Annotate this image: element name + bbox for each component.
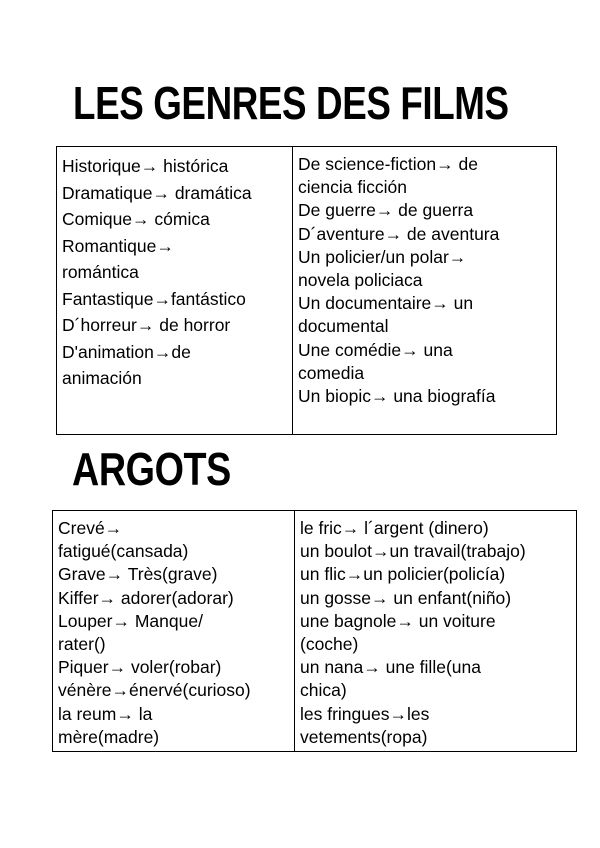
argot-line: vénère→énervé(curioso) <box>58 680 251 701</box>
argot-line: les fringues→les <box>300 703 430 724</box>
genre-line: documental <box>298 316 389 337</box>
genre-line: Un policier/un polar→ <box>298 246 467 267</box>
argot-line: rater() <box>58 634 106 655</box>
argot-line: vetements(ropa) <box>300 726 428 747</box>
argot-line: mère(madre) <box>58 726 160 747</box>
film-genres-table <box>56 146 557 435</box>
genre-line: Comique→ cómica <box>62 209 210 229</box>
film-genres-row <box>57 147 557 435</box>
genre-line: Un documentaire→ un <box>298 293 474 314</box>
title-film-genres: LES GENRES DES FILMS <box>73 77 509 129</box>
argot-line: fatigué(cansada) <box>58 541 189 562</box>
argot-line: Piquer→ voler(robar) <box>58 657 222 678</box>
genre-line: Un biopic→ una biografía <box>298 386 496 407</box>
argot-line: chica) <box>300 680 347 701</box>
argots-right-column <box>295 511 577 752</box>
genre-line: Romantique→ <box>62 235 174 256</box>
argot-line: Kiffer→ adorer(adorar) <box>58 587 234 608</box>
argot-line: un boulot→un travail(trabajo) <box>300 541 526 562</box>
genre-line: ciencia ficción <box>298 177 407 198</box>
genre-line: Fantastique→fantástico <box>62 288 246 309</box>
argot-line: une bagnole→ un voiture <box>300 610 496 631</box>
genre-line: De guerre→ de guerra <box>298 200 474 221</box>
genre-line: D´horreur→ de horror <box>62 315 231 335</box>
argot-line: un flic→un policier(policía) <box>300 564 506 585</box>
argots-row <box>53 511 577 752</box>
title-argots: ARGOTS <box>72 443 231 495</box>
argot-line: un gosse→ un enfant(niño) <box>300 587 512 608</box>
argot-line: Louper→ Manque/ <box>58 610 203 631</box>
genre-line: D´aventure→ de aventura <box>298 223 500 244</box>
argots-table <box>52 510 577 752</box>
genre-line: novela policiaca <box>298 270 423 291</box>
genre-line: Une comédie→ una <box>298 339 453 360</box>
argot-line: un nana→ une fille(una <box>300 657 481 678</box>
genre-line: romántica <box>62 262 139 282</box>
argot-line: la reum→ la <box>58 703 153 724</box>
genre-line: Dramatique→ dramática <box>62 182 252 203</box>
genre-line: comedia <box>298 362 365 383</box>
argot-line: Grave→ Très(grave) <box>58 564 218 585</box>
argots-left-column <box>53 511 295 752</box>
genre-line: D'animation→de <box>62 341 191 362</box>
argot-line: le fric→ l´argent (dinero) <box>300 518 489 538</box>
film-genres-right-column <box>293 147 557 435</box>
genre-line: De science-fiction→ de <box>298 154 478 174</box>
genre-line: animación <box>62 368 142 388</box>
argot-line: (coche) <box>300 634 359 655</box>
genre-line: Historique→ histórica <box>62 156 229 176</box>
film-genres-left-column <box>57 147 293 435</box>
argot-line: Crevé→ <box>58 518 123 538</box>
